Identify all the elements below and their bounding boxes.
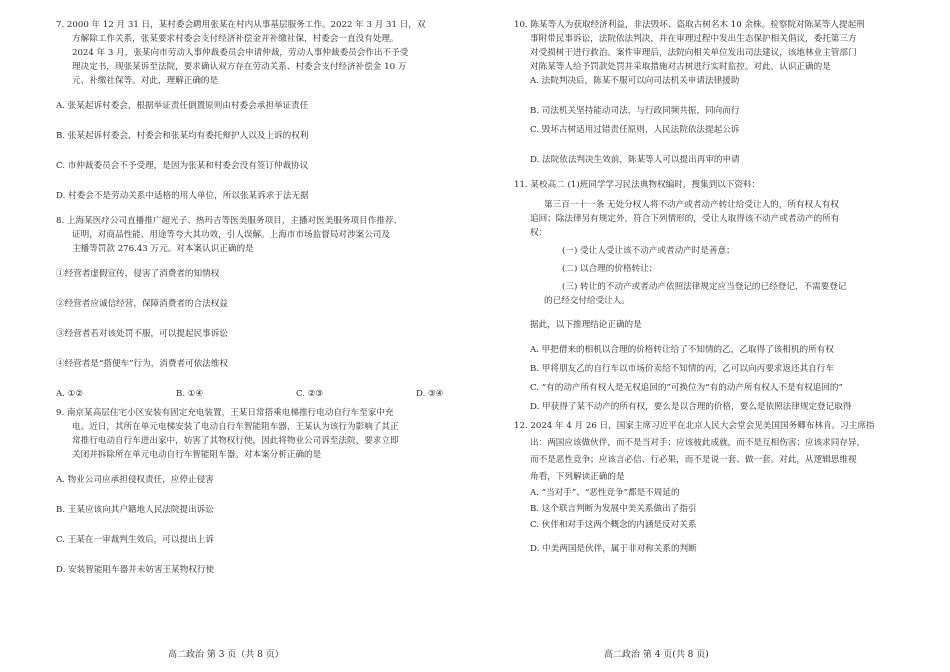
question-9-stem-line: 电。近日，其所在单元电梯安装了电动自行车智能阻车器，王某认为该行为影响了其正 bbox=[72, 422, 399, 432]
question-8-choice-c: C. ②③ bbox=[296, 389, 324, 399]
question-7-stem-line: 7. 2000 年 12 月 31 日，某村委会聘用张某在村内从事基层服务工作。2022 年 3 月 31 日，双 bbox=[56, 20, 426, 30]
question-11-intro: 11. 某校高二 (1)班同学学习民法典物权编时，搜集到以下资料： bbox=[514, 180, 761, 190]
question-8-item-1: ①经营者虚假宣传，侵害了消费者的知情权 bbox=[56, 269, 220, 279]
question-10-stem-line: 对受损树干进行救治。案件审理后，法院向相关单位发出司法建议，该地林业主管部门 bbox=[530, 48, 857, 58]
law-clause-3-continued: 的已经交付给受让人。 bbox=[544, 296, 630, 306]
question-8-choice-b: B. ①④ bbox=[176, 389, 204, 399]
question-8-choice-a: A. ①② bbox=[56, 389, 84, 399]
question-9-stem-line: 9. 南京某高层住宅小区安装有固定充电装置，王某日常搭乘电梯推行电动自行车至家中充 bbox=[56, 408, 394, 418]
question-8-choices bbox=[56, 387, 474, 401]
question-7-stem-line: 方解除工作关系，张某要求村委会支付经济补偿金并补缴社保，村委会一直没有处理。 bbox=[72, 34, 399, 44]
question-7 bbox=[56, 18, 474, 203]
question-8-stem-line: 证明，对商品性能、用途等夸大其功效，引人误解。上海市市场监督局对涉案公司及 bbox=[72, 230, 390, 240]
question-10-option-a: A. 法院判决后，陈某不服可以向司法机关申请法律援助 bbox=[530, 76, 740, 86]
question-10-option-b: B. 司法机关坚持能动司法，与行政同频共振，同向而行 bbox=[530, 106, 740, 116]
question-9-option-a: A. 物业公司应承担侵权责任，应停止侵害 bbox=[56, 475, 214, 485]
right-page-column bbox=[514, 18, 932, 561]
question-12-stem-line: 12. 2024 年 4 月 26 日，国家主席习近平在北京人民大会堂会见美国国务卿布林肯。习主席指 bbox=[514, 421, 875, 431]
question-7-option-d: D. 村委会不是劳动关系中适格的用人单位，所以张某诉求于法无据 bbox=[56, 191, 309, 201]
question-9 bbox=[56, 406, 474, 577]
question-11-option-d: D. 甲获得了某不动产的所有权，要么是以合理的价格，要么是依照法律规定登记取得 bbox=[530, 402, 852, 412]
law-article-311-line: 权： bbox=[530, 228, 548, 238]
question-11-option-b: B. 甲将朋友乙的自行车以市场价卖给不知情的丙，乙可以向丙要求返还其自行车 bbox=[530, 364, 834, 374]
law-clause-1: (一) 受让人受让该不动产或者动产时是善意； bbox=[562, 246, 735, 256]
question-10-option-c: C. 毁坏古树适用过错责任原则，人民法院依法提起公诉 bbox=[530, 125, 740, 135]
law-clause-3: (三) 转让的不动产或者动产依照法律规定应当登记的已经登记，不需要登记 bbox=[562, 282, 847, 292]
question-10 bbox=[514, 18, 932, 167]
page-footer-right: 高二政治 第 4 页(共 8 页) bbox=[604, 650, 709, 660]
page-footer-left: 高二政治 第 3 页（共 8 页） bbox=[168, 650, 284, 660]
question-8 bbox=[56, 214, 474, 401]
question-12-option-d: D. 中美两国是伙伴，属于非对称关系的判断 bbox=[530, 544, 697, 554]
question-8-choice-d: D. ③④ bbox=[416, 389, 444, 399]
question-12-stem-line: 角看，下列解读正确的是 bbox=[530, 472, 625, 482]
law-article-311-line: 追回；除法律另有规定外，符合下列情形的，受让人取得该不动产或者动产的所有 bbox=[530, 214, 840, 224]
question-7-stem-line: 元、补缴社保等。对此，理解正确的是 bbox=[72, 76, 219, 86]
law-clause-2: (二) 以合理的价格转让； bbox=[562, 264, 658, 274]
question-8-item-3: ③经营者若对该处罚不服，可以提起民事诉讼 bbox=[56, 329, 228, 339]
question-10-stem-line: 对陈某等人给予罚款处罚并采取措施对古树进行实时监控。对此，认识正确的是 bbox=[530, 62, 831, 72]
question-8-stem-line: 主播等罚款 276.43 万元。对本案认识正确的是 bbox=[72, 244, 254, 254]
question-9-stem-line: 关闭并拆除所在单元电动自行车智能阻车器。对本案分析正确的是 bbox=[72, 450, 322, 460]
question-11-stem: 据此，以下推理结论正确的是 bbox=[530, 320, 642, 330]
question-8-stem-line: 8. 上海某医疗公司直播推广超光子、热玛吉等医美服务项目，主播对医美服务项目作推荐、 bbox=[56, 216, 403, 226]
question-9-stem-line: 常推行电动自行车进出家中，妨害了其物权行使，因此将物业公司诉至法院，要求立即 bbox=[72, 436, 399, 446]
question-7-stem-line: 2024 年 3 月，张某向市劳动人事仲裁委员会申请仲裁，劳动人事仲裁委员会作出不予受 bbox=[72, 48, 409, 58]
question-9-option-d: D. 安装智能阻车器并未妨害王某物权行使 bbox=[56, 565, 215, 575]
question-9-option-b: B. 王某应该向其户籍地人民法院提出诉讼 bbox=[56, 505, 214, 515]
question-12-stem-line: 出：两国应该做伙伴，而不是当对手；应该彼此成就，而不是互相伤害；应该求同存异， bbox=[530, 438, 866, 448]
question-10-option-d: D. 法院依法判决生效前，陈某等人可以提出再审的申请 bbox=[530, 155, 740, 165]
question-7-option-b: B. 张某起诉村委会，村委会和张某均有委托辩护人以及上诉的权利 bbox=[56, 131, 309, 141]
question-12 bbox=[514, 419, 932, 556]
question-10-stem-line: 事附带民事诉讼，法院依法判决，并在审理过程中发出生态保护相关倡议，委托第三方 bbox=[530, 34, 857, 44]
question-8-item-4: ④经营者是“搭便车”行为，消费者可依法维权 bbox=[56, 359, 229, 369]
question-7-stem-line: 理决定书，现张某诉至法院，要求确认双方存在劳动关系、村委会支付经济补偿金 10 万 bbox=[72, 62, 407, 72]
question-7-option-a: A. 张某起诉村委会，根据举证责任倒置原则由村委会承担举证责任 bbox=[56, 101, 309, 111]
question-7-option-c: C. 市仲裁委员会不予受理，是因为张某和村委会没有签订仲裁协议 bbox=[56, 161, 309, 171]
question-12-option-b: B. 这个联言判断为发展中美关系做出了指引 bbox=[530, 504, 697, 514]
question-10-stem-line: 10. 陈某等人为获取经济利益，非法毁坏、盗取古树名木 10 余株。检察院对陈某等人提起刑 bbox=[514, 20, 865, 30]
question-11-option-c: C. “有的动产所有权人是无权追回的”可换位为“有的动产所有权人不是有权追回的” bbox=[530, 383, 843, 393]
question-12-stem-line: 而不是恶性竞争；应该言必信、行必果，而不是说一套、做一套。对此，从逻辑思维视 bbox=[530, 455, 857, 465]
question-11 bbox=[514, 178, 932, 414]
question-11-option-a: A. 甲把借来的相机以合理的价格转让给了不知情的乙，乙取得了该相机的所有权 bbox=[530, 345, 834, 355]
law-article-311-line: 第三百一十一条 无处分权人将不动产或者动产转让给受让人的，所有权人有权 bbox=[544, 200, 839, 210]
left-page-column bbox=[56, 18, 474, 582]
question-12-option-a: A. “当对手”、“恶性竞争”都是不周延的 bbox=[530, 488, 680, 498]
question-9-option-c: C. 王某在一审裁判生效后，可以提出上诉 bbox=[56, 535, 214, 545]
question-12-option-c: C. 伙伴和对手这两个概念的内涵是反对关系 bbox=[530, 520, 697, 530]
question-8-item-2: ②经营者应诚信经营，保障消费者的合法权益 bbox=[56, 299, 228, 309]
